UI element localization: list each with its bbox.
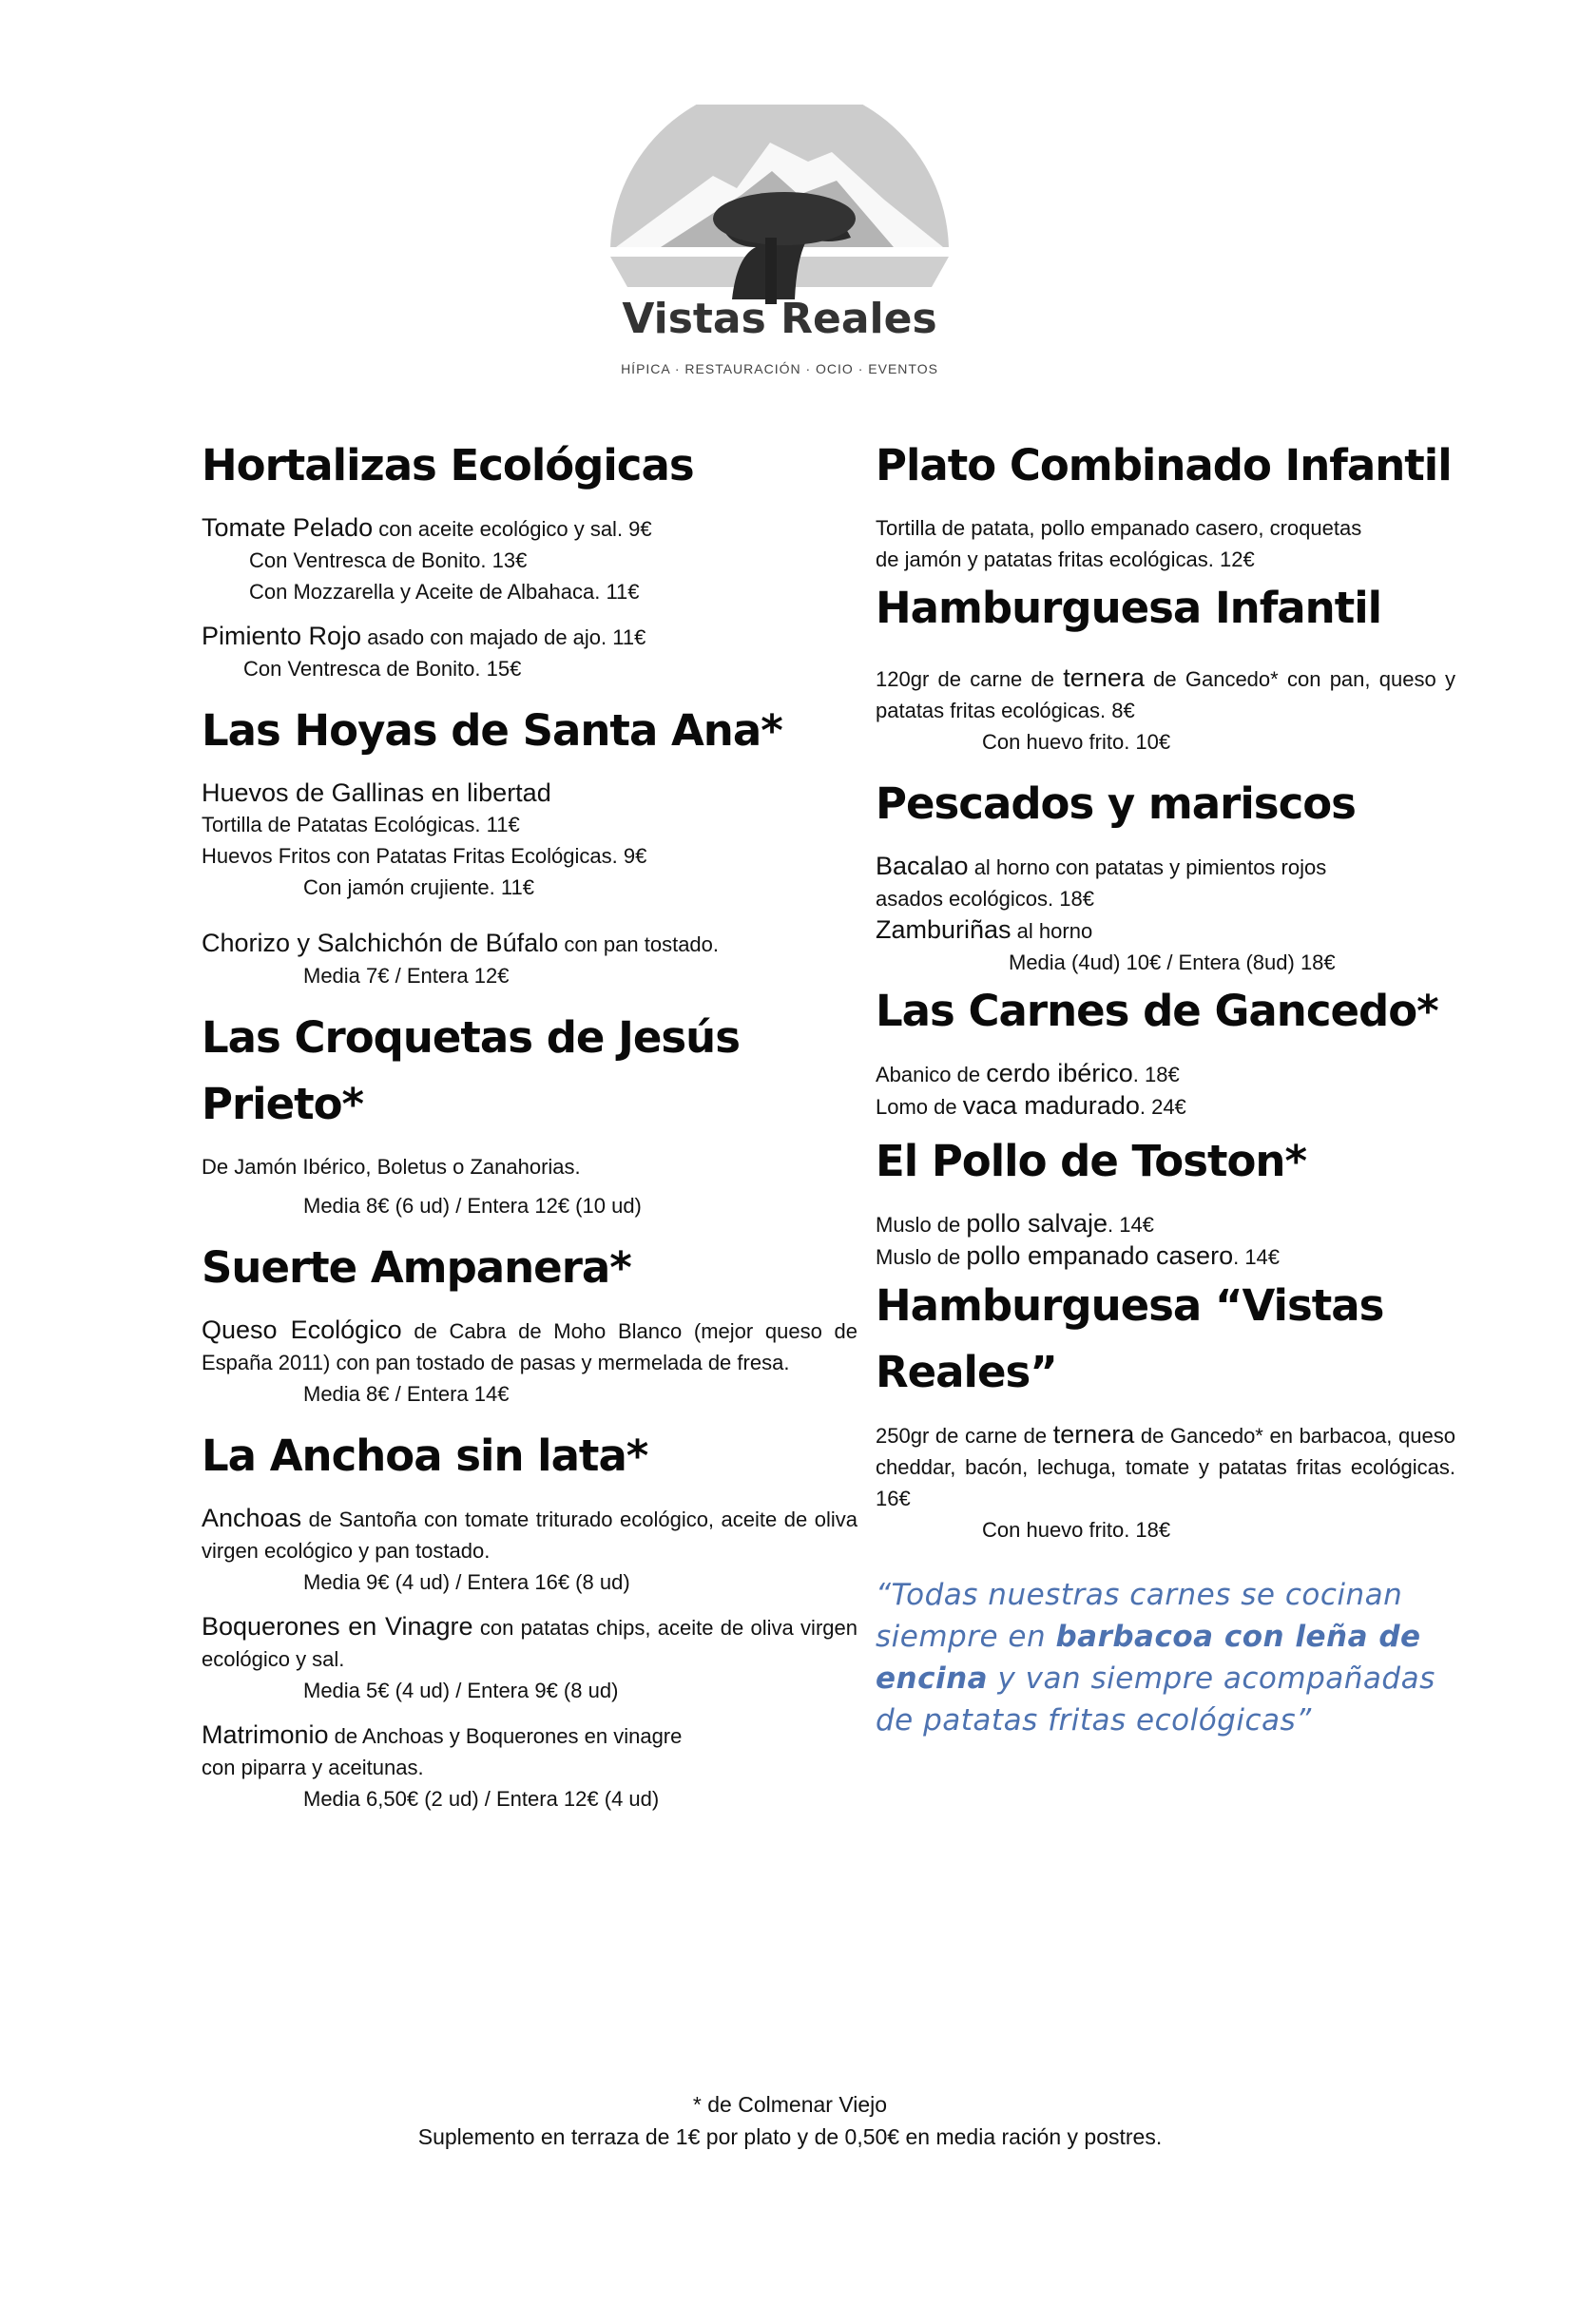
item-hamburguesa-vistas-reales: 250gr de carne de ternera de Gancedo* en barbacoa, queso cheddar, bacón, lechuga, tomate y patatas fritas ecológicas. 16€ bbox=[876, 1420, 1455, 1510]
section-title-anchoa: La Anchoa sin lata* bbox=[202, 1431, 648, 1481]
item-infantil-1: Tortilla de patata, pollo empanado casero, croquetas bbox=[876, 516, 1362, 540]
item-hamburguesa-infantil: 120gr de carne de ternera de Gancedo* con pan, queso y patatas fritas ecológicas. 8€ bbox=[876, 663, 1455, 722]
option-hamb-infantil-huevo: Con huevo frito. 10€ bbox=[982, 730, 1171, 754]
section-title-pescados: Pescados y mariscos bbox=[876, 778, 1356, 829]
price-anchoas: Media 9€ (4 ud) / Entera 16€ (8 ud) bbox=[303, 1570, 630, 1594]
item-bacalao-desc: asados ecológicos. 18€ bbox=[876, 887, 1094, 911]
item-pimiento: Pimiento Rojo asado con majado de ajo. 11€ bbox=[202, 622, 646, 650]
right-column bbox=[876, 432, 1455, 1741]
footer-note: * de Colmenar Viejo bbox=[692, 2092, 888, 2117]
price-zamburinas: Media (4ud) 10€ / Entera (8ud) 18€ bbox=[1009, 951, 1336, 974]
item-abanico: Abanico de cerdo ibérico. 18€ bbox=[876, 1059, 1180, 1087]
section-title-hortalizas: Hortalizas Ecológicas bbox=[202, 440, 694, 490]
item-chorizo: Chorizo y Salchichón de Búfalo con pan tostado. bbox=[202, 929, 720, 957]
section-title-suerte: Suerte Ampanera* bbox=[202, 1242, 631, 1293]
section-title-hoyas: Las Hoyas de Santa Ana* bbox=[202, 705, 782, 756]
item-bacalao: Bacalao al horno con patatas y pimientos rojos bbox=[876, 852, 1327, 880]
item-infantil-2: de jamón y patatas fritas ecológicas. 12€ bbox=[876, 547, 1255, 571]
left-column bbox=[202, 432, 857, 1815]
footer bbox=[0, 2088, 1580, 2153]
barbecue-quote: “Todas nuestras carnes se cocinan siempre en barbacoa con leña de encina y van siempre acompañadas de patatas fritas ecológicas” bbox=[876, 1578, 1435, 1738]
item-tortilla: Tortilla de Patatas Ecológicas. 11€ bbox=[202, 813, 520, 836]
section-title-infantil: Plato Combinado Infantil bbox=[876, 440, 1452, 490]
item-queso: Queso Ecológico de Cabra de Moho Blanco (mejor queso de España 2011) con pan tostado de pasas y mermelada de fresa. bbox=[202, 1316, 857, 1374]
logo-tagline: HÍPICA · RESTAURACIÓN · OCIO · EVENTOS bbox=[621, 361, 938, 376]
item-zamburinas: Zamburiñas al horno bbox=[876, 915, 1093, 944]
logo-brand: Vistas Reales bbox=[622, 295, 937, 343]
item-huevos-fritos: Huevos Fritos con Patatas Fritas Ecológicas. 9€ bbox=[202, 844, 647, 868]
section-title-carnes: Las Carnes de Gancedo* bbox=[876, 986, 1438, 1036]
option-hamb-vr-huevo: Con huevo frito. 18€ bbox=[982, 1518, 1171, 1542]
price-boquerones: Media 5€ (4 ud) / Entera 9€ (8 ud) bbox=[303, 1679, 619, 1702]
option-tomate-ventresca: Con Ventresca de Bonito. 13€ bbox=[249, 548, 528, 572]
logo bbox=[570, 105, 989, 390]
item-pollo-empanado: Muslo de pollo empanado casero. 14€ bbox=[876, 1241, 1281, 1270]
item-matrimonio-desc: con piparra y aceitunas. bbox=[202, 1756, 424, 1779]
section-title-croquetas: Las Croquetas de Jesús Prieto* bbox=[202, 1012, 740, 1129]
item-pollo-salvaje: Muslo de pollo salvaje. 14€ bbox=[876, 1209, 1154, 1238]
logo-mountain-tree-image bbox=[570, 105, 989, 390]
item-huevos-heading: Huevos de Gallinas en libertad bbox=[202, 778, 551, 807]
price-croquetas: Media 8€ (6 ud) / Entera 12€ (10 ud) bbox=[303, 1194, 642, 1218]
section-title-hamburguesa-vistas-reales: Hamburguesa “Vistas Reales” bbox=[876, 1280, 1384, 1397]
item-boquerones: Boquerones en Vinagre con patatas chips, aceite de oliva virgen ecológico y sal. bbox=[202, 1612, 857, 1671]
price-matrimonio: Media 6,50€ (2 ud) / Entera 12€ (4 ud) bbox=[303, 1787, 660, 1811]
item-matrimonio: Matrimonio de Anchoas y Boquerones en vinagre bbox=[202, 1720, 683, 1749]
price-queso: Media 8€ / Entera 14€ bbox=[303, 1382, 510, 1406]
option-pimiento-ventresca: Con Ventresca de Bonito. 15€ bbox=[243, 657, 522, 681]
footer-supplement: Suplemento en terraza de 1€ por plato y de 0,50€ en media ración y postres. bbox=[417, 2124, 1163, 2149]
price-chorizo: Media 7€ / Entera 12€ bbox=[303, 964, 510, 988]
item-croquetas: De Jamón Ibérico, Boletus o Zanahorias. bbox=[202, 1155, 581, 1179]
item-tomate: Tomate Pelado con aceite ecológico y sal. 9€ bbox=[202, 513, 652, 542]
section-title-pollo: El Pollo de Toston* bbox=[876, 1136, 1306, 1186]
option-tomate-mozzarella: Con Mozzarella y Aceite de Albahaca. 11€ bbox=[249, 580, 640, 604]
option-jamon-crujiente: Con jamón crujiente. 11€ bbox=[303, 875, 534, 899]
item-lomo: Lomo de vaca madurado. 24€ bbox=[876, 1091, 1186, 1120]
item-anchoas: Anchoas de Santoña con tomate triturado ecológico, aceite de oliva virgen ecológico y pan tostado. bbox=[202, 1504, 857, 1563]
section-title-hamburguesa-infantil: Hamburguesa Infantil bbox=[876, 583, 1382, 633]
